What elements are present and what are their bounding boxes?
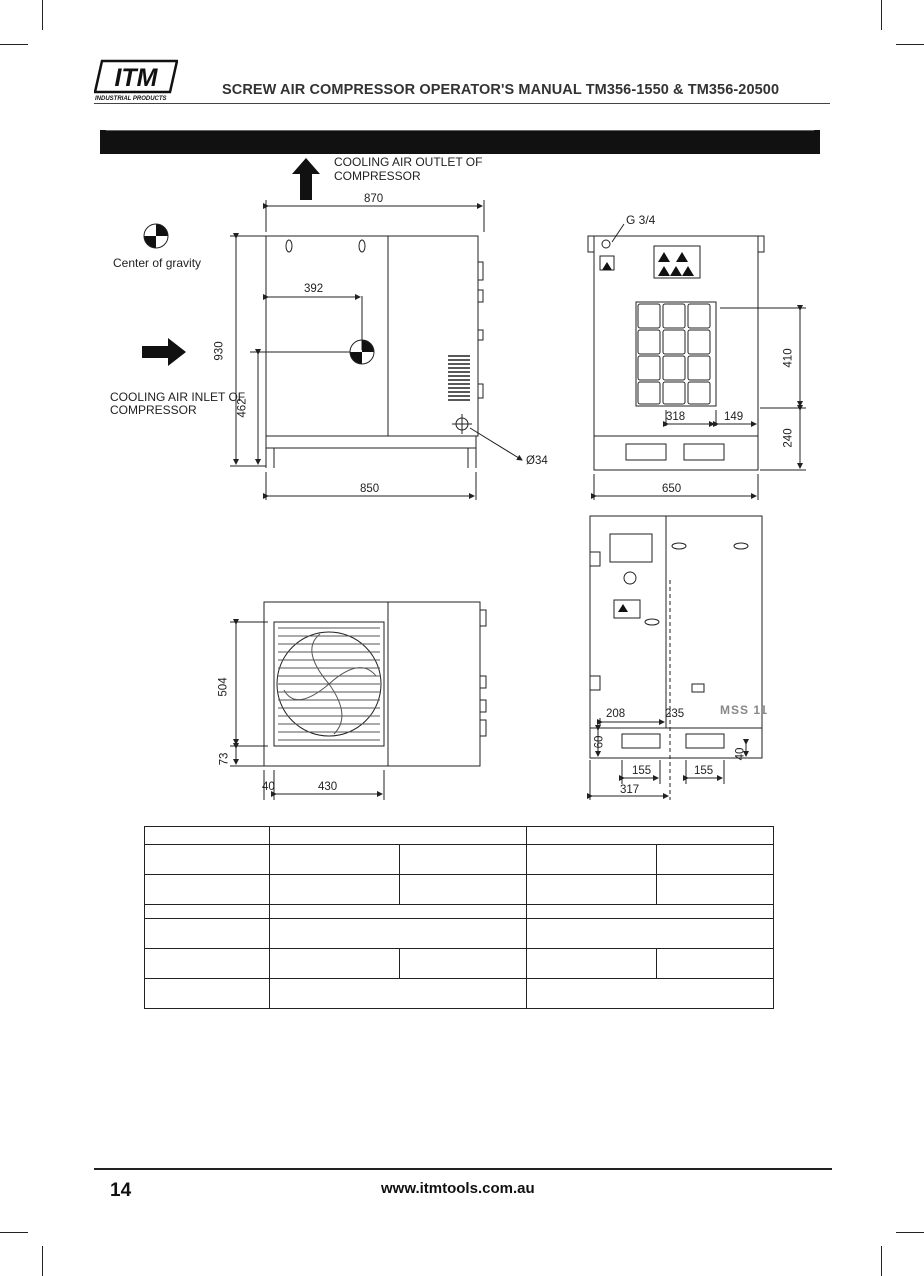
model-label: MSS 11 bbox=[720, 703, 769, 717]
dim-462: 462 bbox=[236, 398, 249, 418]
dim-504: 504 bbox=[217, 677, 230, 697]
logo-subtitle: INDUSTRIAL PRODUCTS bbox=[95, 96, 167, 102]
table-cell bbox=[270, 979, 527, 1009]
outlet-label: COOLING AIR OUTLET OF bbox=[334, 155, 483, 169]
dim-430: 430 bbox=[318, 781, 338, 793]
dim-155-left: 155 bbox=[632, 765, 652, 777]
table-cell bbox=[270, 905, 527, 919]
dim-40: 40 bbox=[262, 781, 275, 793]
dim-208: 208 bbox=[606, 708, 626, 720]
table-cell bbox=[527, 919, 774, 949]
dim-930: 930 bbox=[213, 341, 226, 361]
dim-318: 318 bbox=[666, 411, 686, 423]
table-cell bbox=[270, 875, 400, 905]
dim-850: 850 bbox=[360, 483, 380, 495]
table-cell bbox=[270, 919, 527, 949]
table-cell bbox=[527, 827, 774, 845]
dim-149: 149 bbox=[724, 411, 744, 423]
page-number: 14 bbox=[110, 1180, 132, 1201]
dim-317: 317 bbox=[620, 784, 640, 796]
table-cell bbox=[527, 979, 774, 1009]
inlet-label-line2: COMPRESSOR bbox=[110, 403, 197, 417]
website-link[interactable]: www.itmtools.com.au bbox=[381, 1180, 535, 1197]
inlet-arrow-icon bbox=[142, 346, 170, 358]
dim-650: 650 bbox=[662, 483, 682, 495]
table-cell bbox=[270, 845, 400, 875]
table-cell bbox=[145, 875, 270, 905]
table-cell bbox=[527, 905, 774, 919]
dim-diameter-34: Ø34 bbox=[526, 455, 548, 467]
dim-392: 392 bbox=[304, 283, 324, 295]
table-cell bbox=[145, 979, 270, 1009]
dim-73: 73 bbox=[218, 752, 231, 766]
table-cell bbox=[656, 875, 773, 905]
dim-240: 240 bbox=[782, 428, 795, 448]
outlet-label-line2: COMPRESSOR bbox=[334, 169, 421, 183]
dim-235: 235 bbox=[665, 708, 685, 720]
side-view-body bbox=[266, 236, 478, 436]
logo-text: ITM bbox=[114, 64, 158, 92]
dim-40-rear: 40 bbox=[734, 747, 747, 761]
dim-155-right: 155 bbox=[694, 765, 714, 777]
table-cell bbox=[656, 949, 773, 979]
table-cell bbox=[145, 827, 270, 845]
table-cell bbox=[399, 875, 527, 905]
table-cell bbox=[656, 845, 773, 875]
inlet-label: COOLING AIR INLET OF bbox=[110, 390, 246, 404]
table-cell bbox=[527, 845, 657, 875]
dim-870: 870 bbox=[364, 193, 384, 205]
table-cell bbox=[399, 949, 527, 979]
outlet-arrow-icon bbox=[300, 172, 312, 200]
footer-rule bbox=[94, 1168, 832, 1170]
table-cell bbox=[399, 845, 527, 875]
spec-table bbox=[144, 826, 774, 1009]
table-cell bbox=[145, 919, 270, 949]
table-cell bbox=[527, 875, 657, 905]
dim-410: 410 bbox=[782, 348, 795, 368]
table-cell bbox=[145, 845, 270, 875]
rear-view-body bbox=[590, 516, 762, 728]
dim-60: 60 bbox=[593, 735, 606, 749]
table-cell bbox=[145, 949, 270, 979]
table-cell bbox=[270, 827, 527, 845]
table-cell bbox=[527, 949, 657, 979]
table-cell bbox=[145, 905, 270, 919]
gravity-label: Center of gravity bbox=[113, 256, 202, 270]
table-cell bbox=[270, 949, 400, 979]
thread-label: G 3/4 bbox=[626, 213, 656, 227]
manual-title: SCREW AIR COMPRESSOR OPERATOR'S MANUAL TM356-1550 & TM356-20500 bbox=[222, 82, 780, 98]
